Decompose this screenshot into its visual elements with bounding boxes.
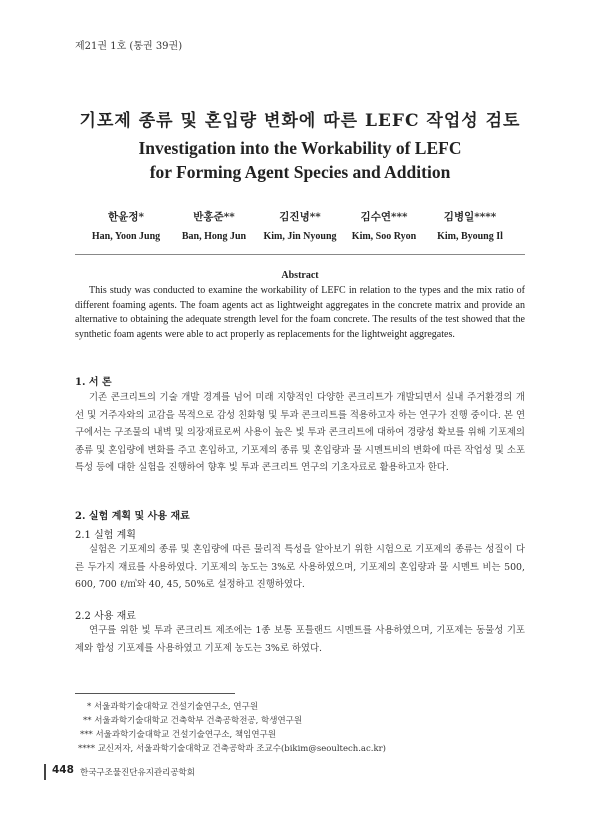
paper-title-korean: 기포제 종류 및 혼입량 변화에 따른 LEFC 작업성 검토 [79, 111, 521, 131]
section-heading-experiment: 2. 실험 계획 및 사용 재료 [75, 511, 190, 522]
paper-title-english-line1: Investigation into the Workability of LEFC [138, 138, 462, 158]
author-name-en: Kim, Byoung Il [437, 231, 503, 242]
subsection-body-materials: 연구를 위한 빛 투과 콘크리트 제조에는 1종 보통 포틀랜드 시멘트를 사용하였으며, 기포제는 동물성 기포제와 합성 기포제를 사용하였고 기포제 농도는 3%로 하였다. [75, 625, 525, 654]
footer-bar [44, 764, 46, 780]
author-name-ko: 김수연*** [360, 211, 408, 223]
section-body-introduction: 기존 콘크리트의 기술 개발 경계를 넘어 미래 지향적인 다양한 콘크리트가 개발되면서 실내 주거환경의 개선 및 거주자와의 교감을 목적으로 감성 친화형 및 투과 콘크리트를 적용하고자 하는 연구가 진행 중이다. 본 연구에서는 구조물의 내벽 및 의장재료로써 사용이 높은 빛 투과 콘크리트에 대하여 경량성 확보를 위해 기포제의 종류 및 혼입량에 변화를 주고 혼입하고, 기포제의 종류 및 혼입량과 물 시멘트비의 변화에 따른 작업성 및 소포특성 등에 대한 실험을 진행하여 향후 빛 투과 콘크리트 연구의 기초자료로 활용하고자 한다. [75, 392, 525, 474]
footnote-4: **** 교신저자, 서울과학기술대학교 건축공학과 조교수(bikim@seoultech.ac.kr) [78, 744, 386, 754]
subsection-body-plan: 실험은 기포제의 종류 및 혼입량에 따른 물리적 특성을 알아보기 위한 시험으로 기포제의 종류는 성질이 다른 두가지 재료를 사용하였다. 기포제의 농도는 3%로 사용하였으며, 기포제의 혼입량과 물 시멘트 비는 500, 600, 700 ℓ/㎥와 40, 45, 50%로 설정하고 진행하였다. [75, 544, 525, 591]
author-name-ko: 김진녕** [279, 211, 321, 223]
header-divider [75, 254, 525, 255]
author-name-en: Han, Yoon Jung [91, 231, 161, 242]
footnote-3: *** 서울과학기술대학교 건설기술연구소, 책임연구원 [80, 730, 276, 740]
subsection-heading-plan: 2.1 실험 계획 [75, 530, 136, 541]
author-5 [410, 209, 530, 242]
footnote-divider [75, 693, 235, 694]
author-name-en: Kim, Soo Ryon [351, 231, 417, 242]
author-name-ko: 한윤정* [108, 211, 144, 223]
subsection-heading-materials: 2.2 사용 재료 [75, 611, 136, 622]
footnote-2: ** 서울과학기술대학교 건축학부 건축공학전공, 학생연구원 [83, 716, 303, 726]
author-name-en: Ban, Hong Jun [181, 231, 247, 242]
paper-title-english-line2: for Forming Agent Species and Addition [149, 162, 451, 182]
paper-title-english [0, 136, 600, 184]
author-name-ko: 김병일**** [443, 211, 497, 223]
author-name-en: Kim, Jin Nyoung [263, 231, 337, 242]
page-number: 448 [52, 764, 74, 776]
journal-name: 한국구조물진단유지관리공학회 [80, 768, 195, 778]
abstract-heading: Abstract [281, 270, 319, 281]
running-head: 제21권 1호 (통권 39권) [75, 41, 183, 52]
section-heading-introduction: 1. 서 론 [75, 377, 112, 388]
author-name-ko: 반홍준** [193, 211, 235, 223]
abstract-body: This study was conducted to examine the workability of LEFC in relation to the types and the mix ratio of different foaming agents. The foam agents act as lightweight aggregates in the concrete matrix and provide an alternative to obtaining the adequate strength level for the foam concrete. The results of the test showed that the synthetic foam agents were able to act properly as replacements for the lightweight aggregates. [75, 285, 525, 340]
footnote-1: * 서울과학기술대학교 건설기술연구소, 연구원 [87, 702, 259, 712]
